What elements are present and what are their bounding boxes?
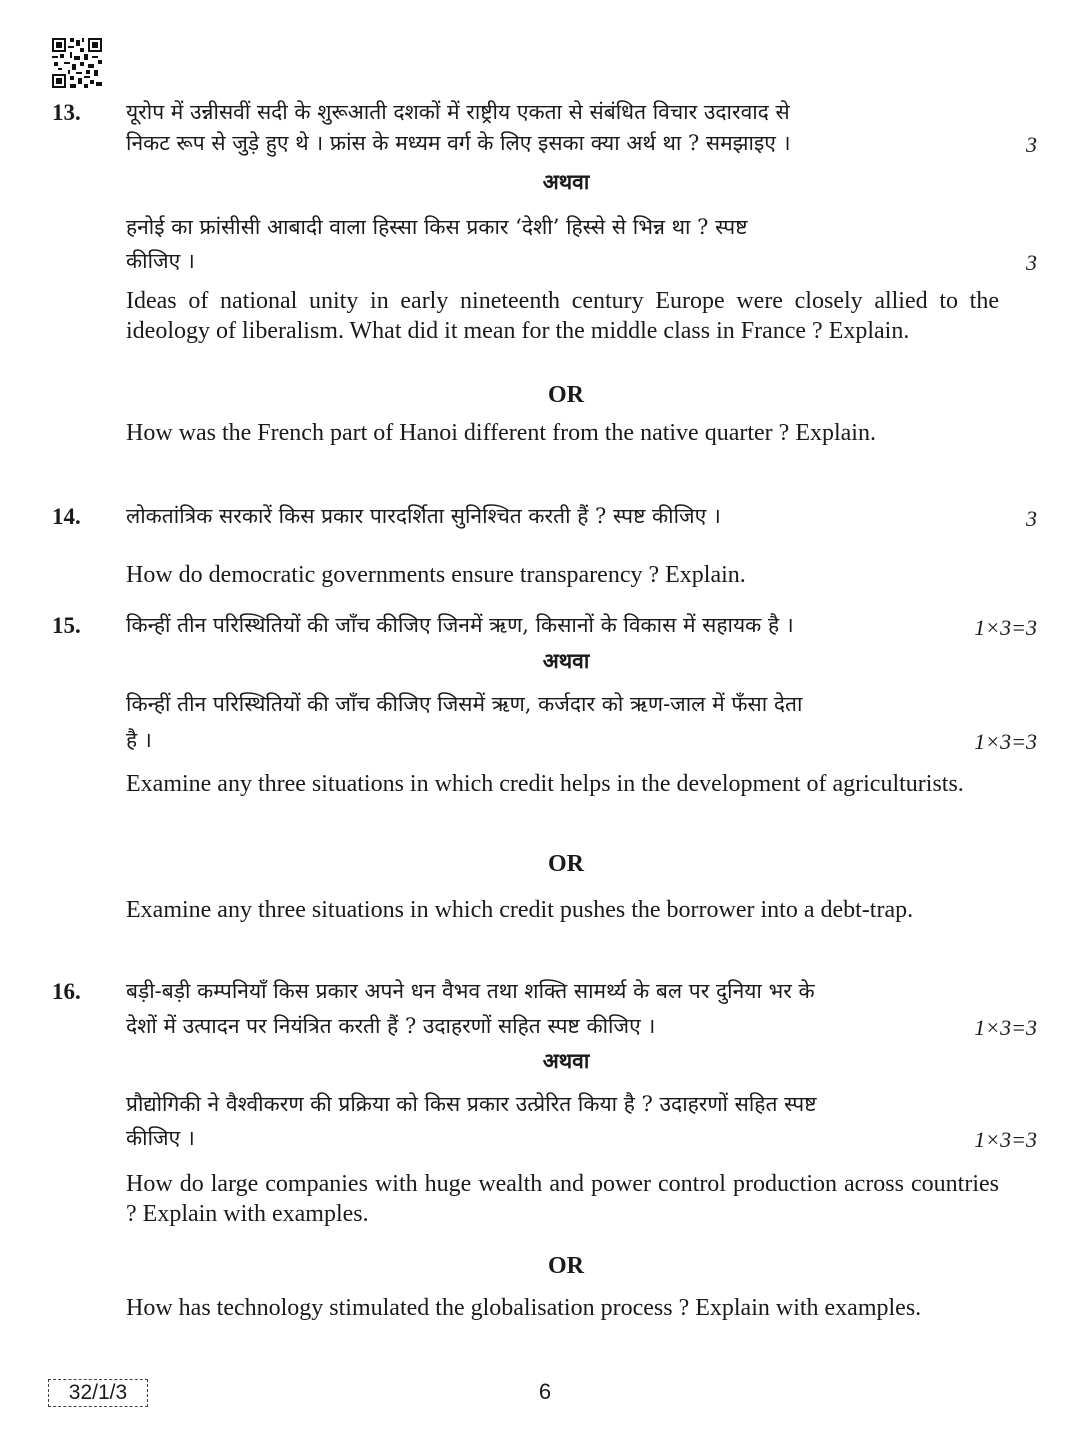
hindi-question-line: लोकतांत्रिक सरकारें किस प्रकार पारदर्शिता सुनिश्चित करती हैं ? स्पष्ट कीजिए । [126,504,721,528]
hindi-alternative-line: किन्हीं तीन परिस्थितियों की जाँच कीजिए जिसमें ऋण, कर्जदार को ऋण-जाल में फँसा देता [126,692,803,716]
hindi-question-line: यूरोप में उन्नीसवीं सदी के शुरूआती दशकों में राष्ट्रीय एकता से संबंधित विचार उदारवाद से [126,100,790,124]
qr-code-icon [52,38,102,88]
hindi-alternative-line: हनोई का फ्रांसीसी आबादी वाला हिस्सा किस प्रकार ‘देशी’ हिस्से से भिन्न था ? स्पष्ट [126,215,748,239]
english-question: Ideas of national unity in early nineteenth century Europe were closely allied to the ideology of liberalism. What did it mean for the middle class in France ? Explain. [126,288,999,344]
question-number: 15. [52,613,81,638]
paper-code: 32/1/3 [48,1379,148,1407]
hindi-alternative-line: है । [126,728,152,752]
english-alternative: How was the French part of Hanoi different from the native quarter ? Explain. [126,420,876,446]
or-divider-hindi: अथवा [542,169,590,194]
or-divider-hindi: अथवा [542,1048,590,1073]
question-number: 16. [52,979,81,1004]
english-alternative: How has technology stimulated the globalisation process ? Explain with examples. [126,1295,922,1321]
english-question: How do democratic governments ensure transparency ? Explain. [126,562,746,588]
marks: 3 [1026,250,1037,275]
marks: 1×3=3 [974,729,1037,754]
or-divider-hindi: अथवा [542,648,590,673]
or-divider: OR [548,1253,584,1279]
question-number: 13. [52,100,81,125]
hindi-alternative-line: कीजिए । [126,1126,195,1150]
hindi-question-line: बड़ी-बड़ी कम्पनियाँ किस प्रकार अपने धन वैभव तथा शक्ति सामर्थ्य के बल पर दुनिया भर के [126,979,815,1003]
marks: 3 [1026,132,1037,157]
marks: 1×3=3 [974,615,1037,640]
hindi-question-line: देशों में उत्पादन पर नियंत्रित करती हैं ? उदाहरणों सहित स्पष्ट कीजिए । [126,1014,656,1038]
or-divider: OR [548,851,584,877]
english-alternative: Examine any three situations in which credit pushes the borrower into a debt-trap. [126,897,914,923]
hindi-question-line: निकट रूप से जुड़े हुए थे । फ्रांस के मध्यम वर्ग के लिए इसका क्या अर्थ था ? समझाइए । [126,131,791,155]
marks: 1×3=3 [974,1127,1037,1152]
or-divider: OR [548,382,584,408]
marks: 3 [1026,506,1037,531]
page-number: 6 [538,1379,552,1404]
hindi-alternative-line: कीजिए । [126,249,195,273]
marks: 1×3=3 [974,1015,1037,1040]
hindi-question-line: किन्हीं तीन परिस्थितियों की जाँच कीजिए जिनमें ऋण, किसानों के विकास में सहायक है । [126,613,794,637]
question-number: 14. [52,504,81,529]
english-question: How do large companies with huge wealth and power control production across countries ? Explain with examples. [126,1171,999,1227]
hindi-alternative-line: प्रौद्योगिकी ने वैश्वीकरण की प्रक्रिया को किस प्रकार उत्प्रेरित किया है ? उदाहरणों सहित स्पष्ट [126,1092,817,1116]
english-question: Examine any three situations in which credit helps in the development of agriculturists. [126,771,964,797]
